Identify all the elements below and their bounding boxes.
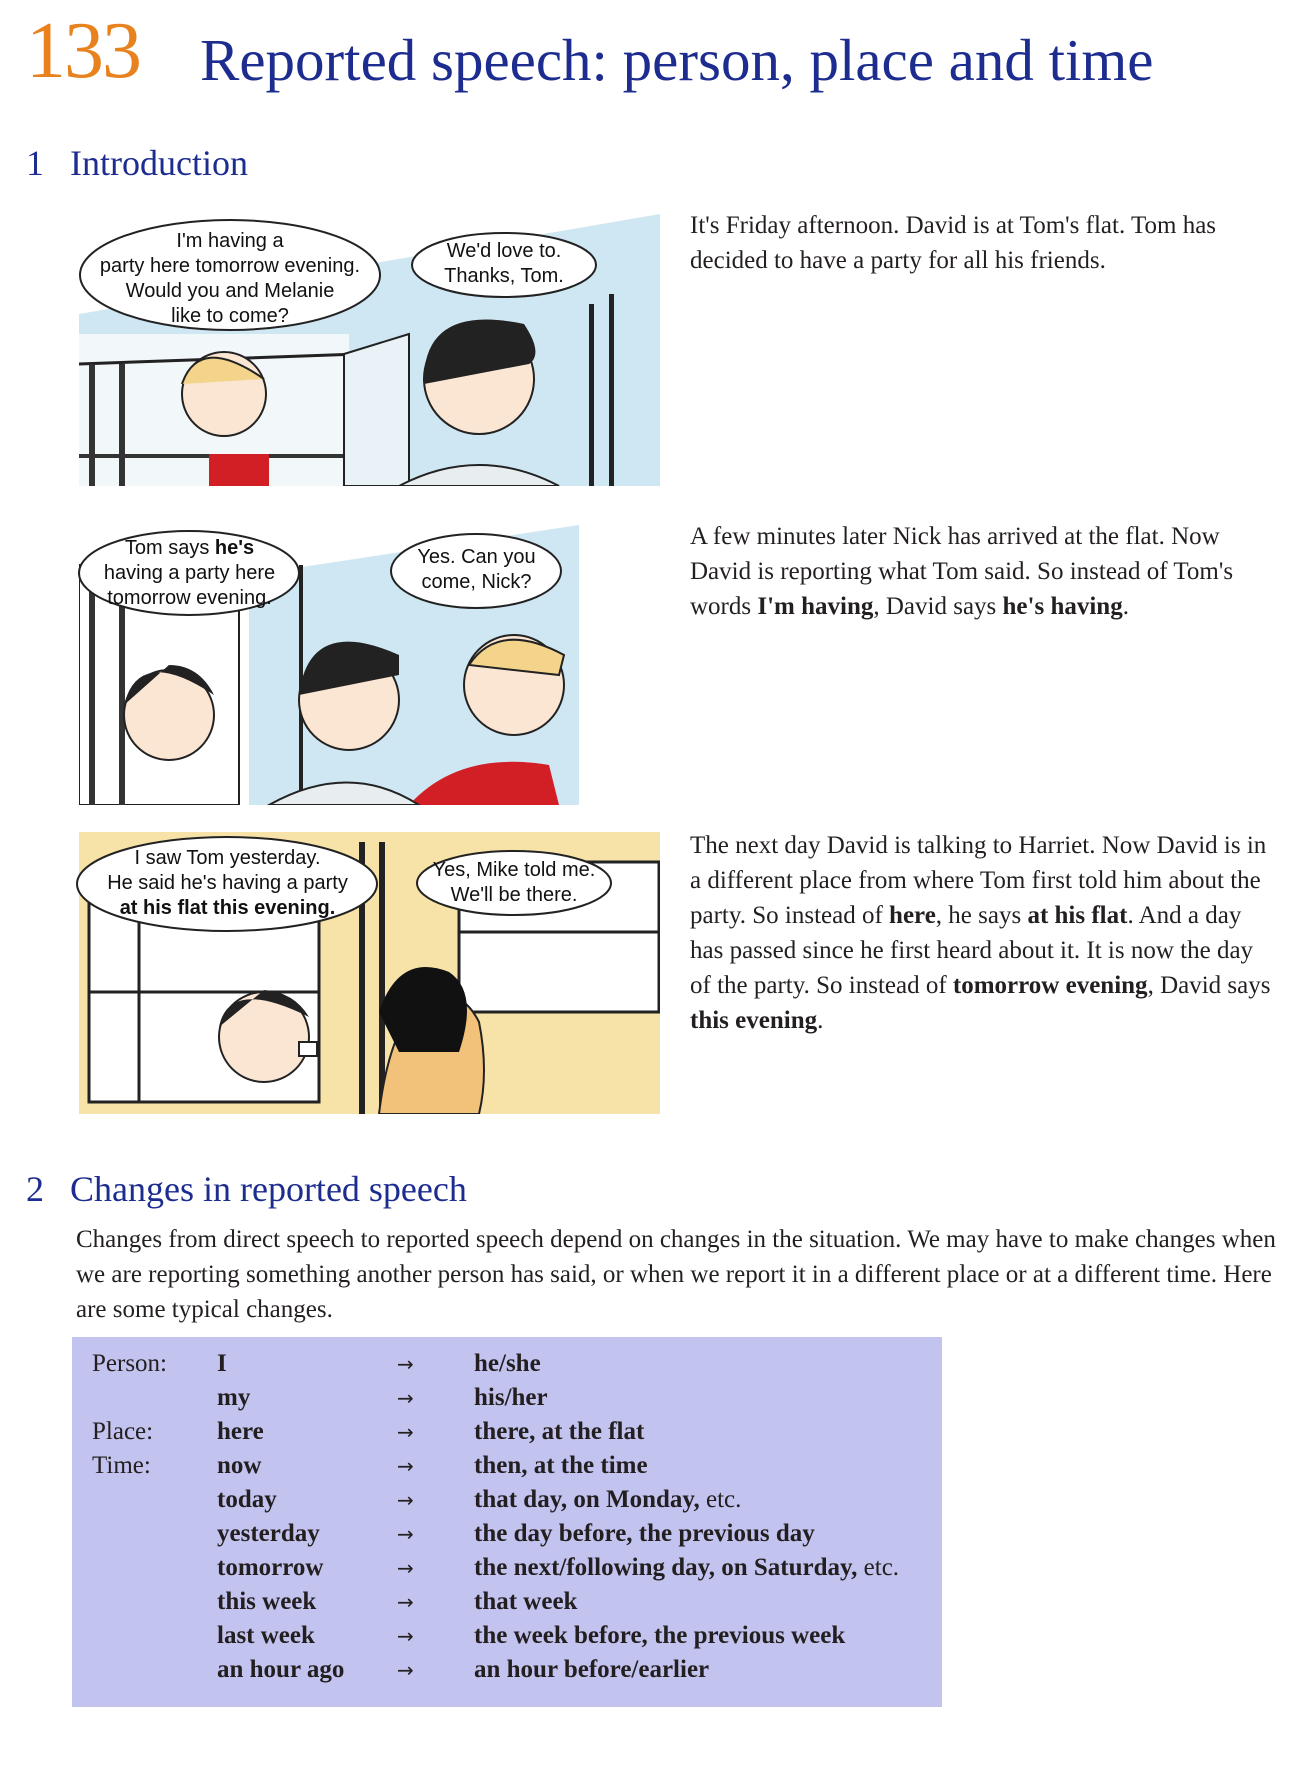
arrow-icon: → bbox=[397, 1522, 414, 1546]
arrow-icon: → bbox=[397, 1590, 414, 1614]
direct-speech-word: last week bbox=[217, 1622, 315, 1649]
bubble-text-bold: at his flat this evening. bbox=[119, 897, 336, 919]
paragraph-text: , David says bbox=[1147, 972, 1271, 999]
section-2-title: Changes in reported speech bbox=[70, 1169, 467, 1209]
paragraph-text: . bbox=[817, 1007, 824, 1034]
comic-panel-3 bbox=[79, 832, 660, 1114]
direct-speech-word: yesterday bbox=[217, 1520, 320, 1547]
bubble-text: Yes. Can you bbox=[417, 546, 536, 568]
reported-speech-word: his/her bbox=[474, 1384, 548, 1411]
reported-speech-word bbox=[474, 1483, 741, 1517]
section-1-number: 1 bbox=[26, 143, 44, 183]
direct-speech-word: here bbox=[217, 1418, 264, 1445]
arrow-icon: → bbox=[397, 1624, 414, 1648]
unit-number: 133 bbox=[26, 7, 140, 95]
arrow-icon: → bbox=[397, 1420, 414, 1444]
paragraph-text-bold: this evening bbox=[690, 1007, 818, 1034]
section-2-number: 2 bbox=[26, 1169, 44, 1209]
arrow-icon: → bbox=[397, 1556, 414, 1580]
section-1-heading bbox=[26, 142, 248, 184]
panel-3-paragraph bbox=[690, 828, 1280, 1038]
bubble-text: come, Nick? bbox=[421, 571, 532, 593]
bubble-text: having a party here bbox=[103, 562, 276, 584]
paragraph-text-bold: I'm having bbox=[757, 593, 874, 620]
reported-speech-word: an hour before/earlier bbox=[474, 1656, 710, 1683]
bubble-text: Would you and Melanie bbox=[125, 280, 335, 302]
bubble-text: He said he's having a party bbox=[107, 872, 348, 894]
bubble-text: I'm having a bbox=[176, 230, 284, 252]
speech-bubble bbox=[75, 217, 385, 335]
bubble-text: tomorrow evening. bbox=[107, 587, 272, 609]
speech-bubble bbox=[409, 230, 599, 300]
row-category: Time: bbox=[92, 1452, 151, 1479]
arrow-icon: → bbox=[397, 1488, 414, 1512]
reported-speech-word bbox=[474, 1551, 899, 1585]
paragraph-text-bold: he's having bbox=[1002, 593, 1123, 620]
bubble-text: We'll be there. bbox=[450, 884, 578, 906]
speech-bubble bbox=[75, 834, 380, 934]
direct-speech-word: today bbox=[217, 1486, 277, 1513]
comic-panel-2 bbox=[79, 525, 660, 805]
reported-speech-word: he/she bbox=[474, 1350, 541, 1377]
reported-plain: etc. bbox=[857, 1554, 900, 1581]
paragraph-text: The next day David is talking to Harriet. Now David is in a different place from where Tom first told him about the party. So instead of bbox=[690, 832, 1267, 929]
comic-panel-1 bbox=[79, 214, 660, 486]
bubble-text: Tom says bbox=[124, 537, 215, 559]
paragraph-text-bold: tomorrow evening bbox=[952, 972, 1148, 999]
panel-2-paragraph bbox=[690, 519, 1280, 624]
bubble-text: Yes, Mike told me. bbox=[432, 859, 596, 881]
arrow-icon: → bbox=[397, 1454, 414, 1478]
bubble-text: Thanks, Tom. bbox=[444, 265, 564, 287]
reported-speech-word: the week before, the previous week bbox=[474, 1622, 846, 1649]
paragraph-text: . bbox=[1122, 593, 1129, 620]
paragraph-text: , he says bbox=[935, 902, 1028, 929]
direct-speech-word: my bbox=[217, 1384, 251, 1411]
page-title: Reported speech: person, place and time bbox=[200, 27, 1154, 93]
paragraph-text-bold: here bbox=[889, 902, 936, 929]
section-1-title: Introduction bbox=[70, 143, 248, 183]
arrow-icon: → bbox=[397, 1352, 414, 1376]
direct-speech-word: an hour ago bbox=[217, 1656, 345, 1683]
reported-speech-word: there, at the flat bbox=[474, 1418, 645, 1445]
reported-speech-changes-table bbox=[72, 1337, 942, 1707]
bubble-text-bold: he's bbox=[214, 537, 255, 559]
reported-speech-word: that week bbox=[474, 1588, 578, 1615]
bubble-text: party here tomorrow evening. bbox=[99, 255, 361, 277]
reported-bold: that day, on Monday, bbox=[474, 1486, 700, 1513]
direct-speech-word: I bbox=[217, 1350, 227, 1377]
speech-bubble bbox=[389, 531, 564, 611]
reported-speech-word: then, at the time bbox=[474, 1452, 648, 1479]
paragraph-text-bold: at his flat bbox=[1027, 902, 1128, 929]
reported-bold: the next/following day, on Saturday, bbox=[474, 1554, 858, 1581]
speech-bubble bbox=[414, 848, 614, 918]
direct-speech-word: this week bbox=[217, 1588, 317, 1615]
reported-plain: etc. bbox=[699, 1486, 742, 1513]
section-2-heading bbox=[26, 1168, 467, 1210]
paragraph-text: , David says bbox=[873, 593, 1003, 620]
bubble-text: I saw Tom yesterday. bbox=[134, 847, 321, 869]
row-category: Person: bbox=[92, 1350, 167, 1377]
arrow-icon: → bbox=[397, 1658, 414, 1682]
bubble-text: We'd love to. bbox=[446, 240, 562, 262]
paragraph-text: . And a day has passed since he first heard about it. It is now the day of the party. So instead of bbox=[690, 902, 1254, 999]
reported-speech-word: the day before, the previous day bbox=[474, 1520, 815, 1547]
panel-1-paragraph: It's Friday afternoon. David is at Tom's flat. Tom has decided to have a party for all his friends. bbox=[690, 212, 1217, 274]
bubble-text: like to come? bbox=[171, 305, 289, 327]
section-2-intro: Changes from direct speech to reported speech depend on changes in the situation. We may have to make changes when we are reporting something another person has said, or when we report it in a different place or at a different time. Here are some typical changes. bbox=[76, 1226, 1276, 1323]
direct-speech-word: now bbox=[217, 1452, 262, 1479]
direct-speech-word: tomorrow bbox=[217, 1554, 324, 1581]
arrow-icon: → bbox=[397, 1386, 414, 1410]
speech-bubble bbox=[77, 528, 302, 618]
row-category: Place: bbox=[92, 1418, 154, 1445]
paragraph-text: A few minutes later Nick has arrived at the flat. Now David is reporting what Tom said. So instead of Tom's words bbox=[690, 523, 1234, 620]
